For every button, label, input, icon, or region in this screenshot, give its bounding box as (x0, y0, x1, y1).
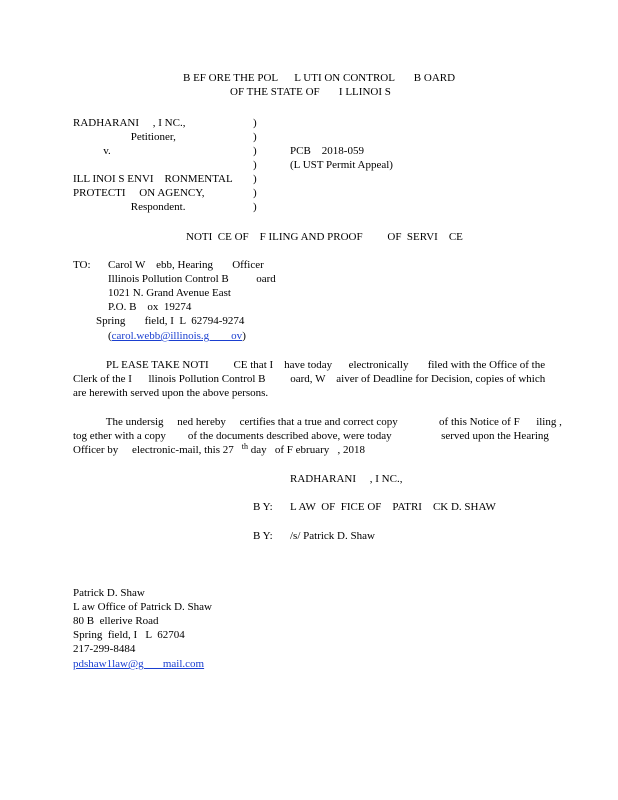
heading-line-2: OF THE STATE OF I LLINOI S (230, 86, 391, 98)
to-line: Carol W ebb, Hearing Officer (108, 259, 264, 271)
heading-line-1: B EF ORE THE POL L UTI ON CONTROL B OARD (183, 72, 456, 84)
paragraph-2-line: The undersig ned hereby certifies that a true and correct copy of this Notice of F iling , (73, 416, 562, 428)
by-label: B Y: (253, 501, 273, 513)
footer-phone: 217-299-8484 (73, 643, 136, 655)
footer-line: L aw Office of Patrick D. Shaw (73, 601, 212, 613)
service-date-lead: Officer by electronic-mail, this 27 (73, 444, 234, 456)
email-paren-open: ( (108, 330, 112, 342)
paragraph-1-line: are herewith served upon the above persons. (73, 387, 269, 399)
caption-petitioner-role: Petitioner, (73, 131, 176, 143)
service-date-rest: day of F ebruary , 2018 (248, 444, 366, 456)
caption-bracket: ) (253, 187, 257, 199)
by-label: B Y: (253, 530, 273, 542)
by-law-office: L AW OF FICE OF PATRI CK D. SHAW (290, 501, 496, 513)
to-line: 1021 N. Grand Avenue East (108, 287, 231, 299)
paragraph-1-line: Clerk of the I llinois Pollution Control B oard, W aiver of Deadline for Decision, copies of which (73, 373, 546, 385)
caption-versus: v. (73, 145, 111, 157)
hearing-officer-email-link[interactable]: carol.webb@illinois.g ov (111, 330, 243, 342)
caption-respondent-line-1: ILL INOI S ENVI RONMENTAL (73, 173, 233, 185)
signature-company: RADHARANI , I NC., (290, 473, 403, 485)
case-number: PCB 2018-059 (290, 145, 364, 157)
notice-title: NOTI CE OF F ILING AND PROOF OF SERVI CE (186, 231, 463, 243)
to-line: P.O. B ox 19274 (108, 301, 192, 313)
footer-email-link[interactable]: pdshaw1law@g mail.com (73, 658, 205, 670)
to-line: Spring field, I L 62794-9274 (96, 315, 245, 327)
caption-bracket: ) (253, 159, 257, 171)
paragraph-2-line (73, 444, 365, 457)
case-type: (L UST Permit Appeal) (290, 159, 393, 171)
electronic-signature: /s/ Patrick D. Shaw (290, 530, 375, 542)
caption-bracket: ) (253, 131, 257, 143)
footer-line: Spring field, I L 62704 (73, 629, 185, 641)
footer-line: 80 B ellerive Road (73, 615, 159, 627)
caption-petitioner-name: RADHARANI , I NC., (73, 117, 186, 129)
date-ordinal-sup: th (241, 442, 249, 451)
paragraph-1-line: PL EASE TAKE NOTI CE that I have today electronically filed with the Office of the (73, 359, 546, 371)
email-paren-close: ) (242, 330, 246, 342)
caption-bracket: ) (253, 117, 257, 129)
to-email-row (108, 330, 246, 343)
to-line: Illinois Pollution Control B oard (108, 273, 276, 285)
caption-bracket: ) (253, 201, 257, 213)
caption-respondent-role: Respondent. (73, 201, 186, 213)
footer-line: Patrick D. Shaw (73, 587, 145, 599)
to-label: TO: (73, 259, 91, 271)
caption-bracket: ) (253, 173, 257, 185)
caption-bracket: ) (253, 145, 257, 157)
paragraph-2-line: tog ether with a copy of the documents described above, were today served upon the Hearing (73, 430, 549, 442)
caption-respondent-line-2: PROTECTI ON AGENCY, (73, 187, 205, 199)
